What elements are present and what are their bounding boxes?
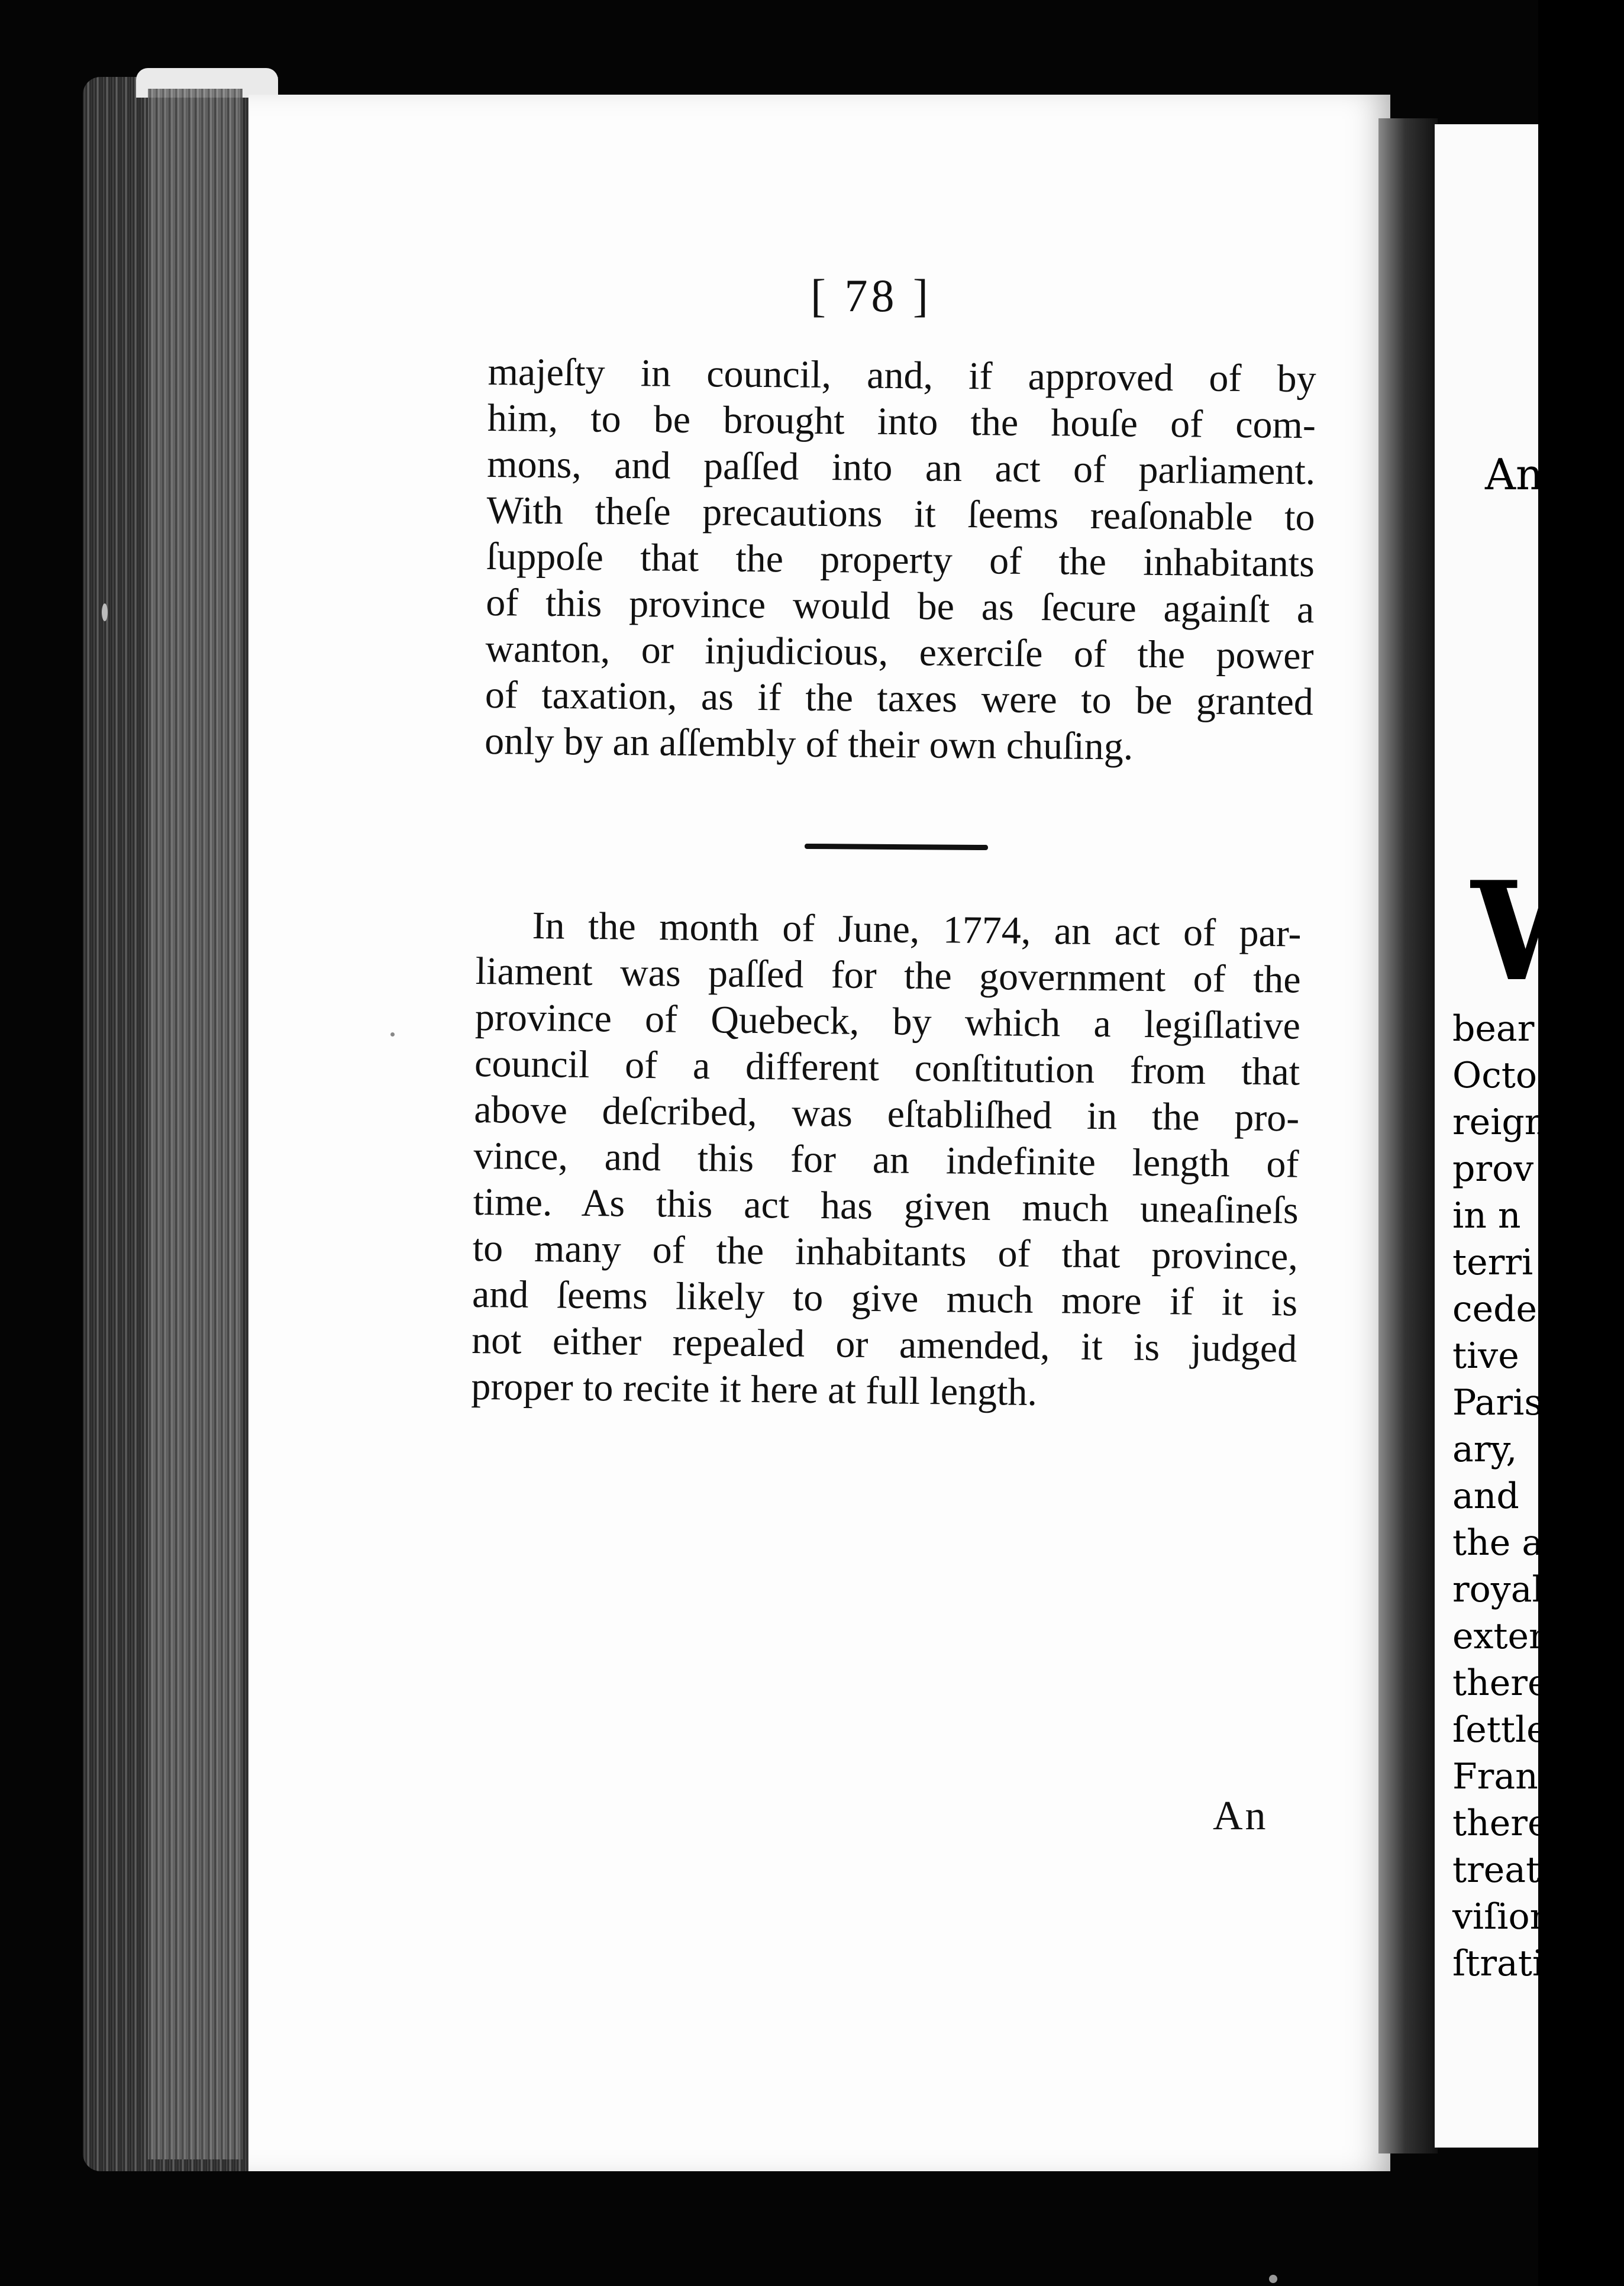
facing-page-drop-cap: W <box>1471 852 1624 1012</box>
paragraph-2 <box>471 902 1302 1419</box>
facing-page-line: ary, <box>1452 1429 1518 1470</box>
facing-page-line: tive <box>1452 1335 1519 1377</box>
facing-page-line: cede <box>1452 1289 1538 1330</box>
paragraph-1-line: him, to be brought into the houſe of com- <box>487 396 1316 447</box>
page-header: [ 78 ] <box>811 270 932 321</box>
facing-page-line: there <box>1452 1803 1549 1844</box>
facing-page-line: there <box>1452 1662 1549 1704</box>
paragraph-2-line: time. As this act has given much uneaſineſs <box>473 1180 1299 1232</box>
margin-speck <box>390 1032 395 1037</box>
paragraph-1 <box>485 349 1316 771</box>
facing-page-line: and <box>1452 1475 1519 1517</box>
facing-page-line: terri <box>1452 1242 1533 1283</box>
facing-page-line: royal <box>1452 1569 1544 1610</box>
facing-page-line: treaty <box>1452 1849 1561 1891</box>
paragraph-1-line: majeſty in council, and, if approved of by <box>487 350 1316 401</box>
facing-page-line: ſettle <box>1452 1709 1548 1751</box>
paragraph-2-line: In the month of June, 1774, an act of par- <box>532 903 1302 955</box>
catchword: An <box>1213 1793 1268 1839</box>
facing-page-line: prov <box>1452 1148 1534 1190</box>
facing-page-line: Paris <box>1452 1382 1543 1423</box>
facing-page-line: ſtratio <box>1452 1943 1565 1984</box>
facing-page-line: exten <box>1452 1616 1552 1657</box>
book-gutter <box>1378 118 1438 2153</box>
facing-page-line: Octo <box>1452 1055 1538 1096</box>
paragraph-2-line: liament was paſſed for the government of the <box>475 949 1302 1002</box>
paragraph-2-line: not either repealed or amended, it is judged <box>471 1318 1297 1371</box>
paragraph-2-line: province of Quebeck, by which a legiſlative <box>474 995 1301 1048</box>
margin-speck <box>102 603 108 621</box>
facing-page-line: Franc <box>1452 1756 1558 1797</box>
paragraph-1-line: With theſe precautions it ſeems reaſonable to <box>486 488 1315 540</box>
facing-page-line: bear <box>1452 1008 1535 1050</box>
paragraph-1-line: only by an aſſembly of their own chuſing. <box>484 719 1134 769</box>
facing-page-text <box>1452 1006 1565 1987</box>
right-page <box>1435 124 1624 2148</box>
paragraph-2-line: vince, and this for an indefinite length of <box>473 1134 1299 1186</box>
paragraph-1-line: of taxation, as if the taxes were to be granted <box>485 673 1314 724</box>
paragraph-1-line: wanton, or injudicious, exerciſe of the power <box>485 627 1314 678</box>
paragraph-2-line: council of a different conſtitution from that <box>474 1041 1300 1094</box>
margin-speck <box>1269 2275 1277 2283</box>
page-block-edge-inner <box>148 89 243 2159</box>
paragraph-1-line: of this province would be as ſecure againſt a <box>485 580 1315 632</box>
facing-page-line: the a <box>1452 1522 1544 1564</box>
paragraph-2-line: above deſcribed, was eſtabliſhed in the pro- <box>473 1087 1300 1140</box>
facing-page-header: An <box>1485 450 1544 499</box>
facing-page-line: in n <box>1452 1195 1521 1236</box>
facing-page-line: reign <box>1452 1102 1548 1143</box>
paragraph-1-line: mons, and paſſed into an act of parliament. <box>486 442 1316 493</box>
paragraph-1-line: ſuppoſe that the property of the inhabitants <box>486 534 1315 586</box>
paragraph-2-line: proper to recite it here at full length. <box>471 1364 1038 1414</box>
paragraph-2-line: to many of the inhabitants of that province, <box>472 1226 1299 1278</box>
paragraph-2-line: and ſeems likely to give much more if it is <box>472 1272 1298 1325</box>
facing-page-line: viſion <box>1452 1896 1553 1938</box>
